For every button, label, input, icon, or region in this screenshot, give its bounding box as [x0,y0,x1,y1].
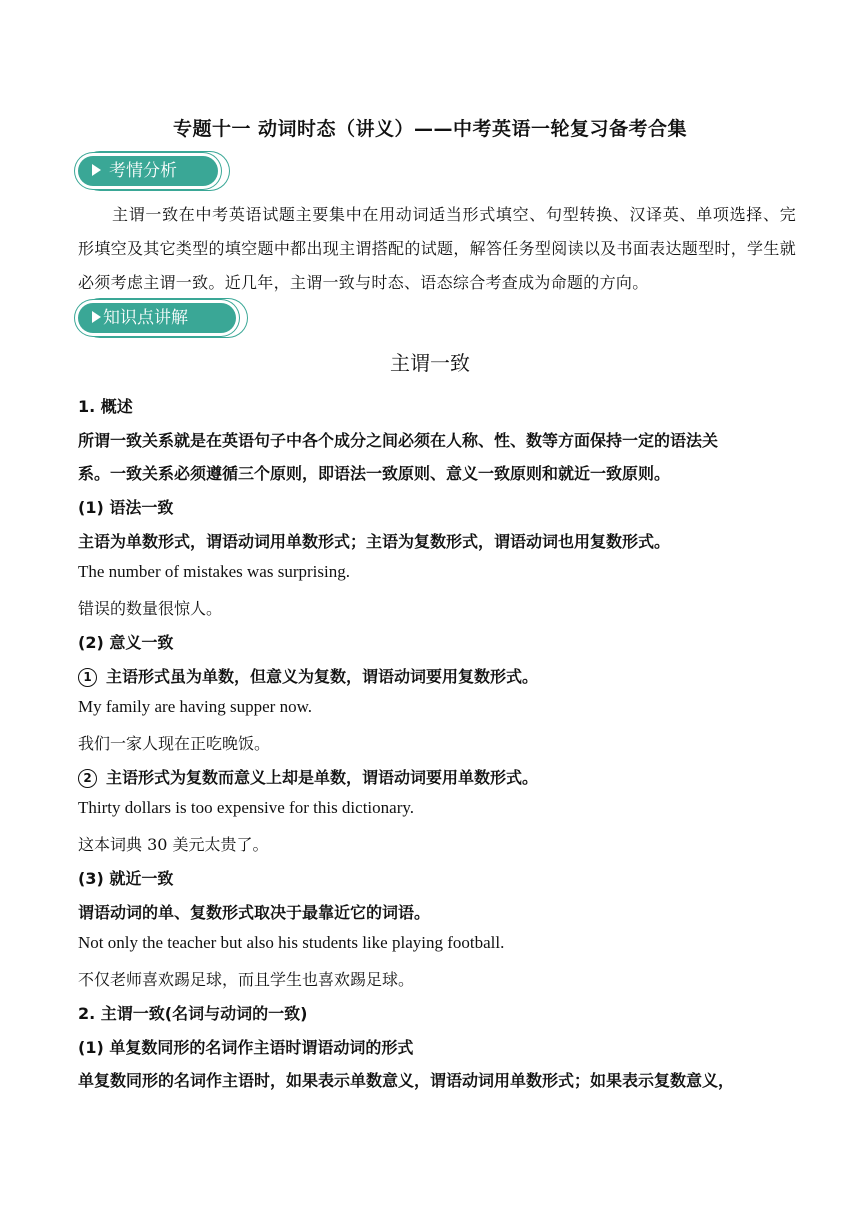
heading-overview: 1. 概述 [78,397,133,416]
rule-text: 主语形式为复数而意义上却是单数，谓语动词要用单数形式。 [106,768,539,787]
section-tab-label: 知识点讲解 [103,308,188,328]
section-tab-knowledge [78,303,236,333]
example-chinese: 错误的数量很惊人。 [78,599,223,618]
heading-noun-verb-agreement: 2. 主谓一致(名词与动词的一致) [78,1004,308,1023]
rule-text: 单复数同形的名词作主语时，如果表示单数意义，谓语动词用单数形式；如果表示复数意义， [78,1071,735,1090]
section-heading: 主谓一致 [390,351,470,375]
rule-text: 主语形式虽为单数，但意义为复数，谓语动词要用复数形式。 [106,667,539,686]
example-english: Not only the teacher but also his students like playing football. [78,933,505,952]
overview-text-line: 所谓一致关系就是在英语句子中各个成分之间必须在人称、性、数等方面保持一定的语法关 [78,431,719,450]
rule-item-2 [78,765,790,788]
circled-number: 1 [78,668,97,687]
play-arrow-icon [92,164,101,176]
section-tab-analysis [78,156,218,186]
example-english: Thirty dollars is too expensive for this dictionary. [78,798,414,817]
rule-text: 主语为单数形式，谓语动词用单数形式；主语为复数形式，谓语动词也用复数形式。 [78,532,671,551]
circled-number: 2 [78,769,97,788]
rule-item-1 [78,664,790,687]
example-english: The number of mistakes was surprising. [78,562,350,581]
example-chinese: 这本词典 30 美元太贵了。 [78,835,269,854]
example-chinese: 我们一家人现在正吃晚饭。 [78,734,271,753]
example-english: My family are having supper now. [78,697,313,716]
overview-text-line: 系。一致关系必须遵循三个原则，即语法一致原则、意义一致原则和就近一致原则。 [78,464,671,483]
heading-meaning-agreement: (2) 意义一致 [78,633,174,652]
play-arrow-icon [92,311,101,323]
section-tab-label: 考情分析 [109,161,177,181]
heading-grammar-agreement: (1) 语法一致 [78,498,174,517]
heading-same-form-nouns: (1) 单复数同形的名词作主语时谓语动词的形式 [78,1038,414,1057]
intro-paragraph: 主谓一致在中考英语试题主要集中在用动词适当形式填空、句型转换、汉译英、单项选择、完形填空及其它类型的填空题中都出现主谓搭配的试题，解答任务型阅读以及书面表达题型时，学生就必须考虑主谓一致。近几年，主谓一致与时态、语态综合考查成为命题的方向。 [78,205,796,292]
heading-proximity-agreement: (3) 就近一致 [78,869,174,888]
example-chinese: 不仅老师喜欢踢足球，而且学生也喜欢踢足球。 [78,970,415,989]
page-title: 专题十一 动词时态（讲义）——中考英语一轮复习备考合集 [172,118,688,140]
rule-text: 谓语动词的单、复数形式取决于最靠近它的词语。 [78,903,431,922]
